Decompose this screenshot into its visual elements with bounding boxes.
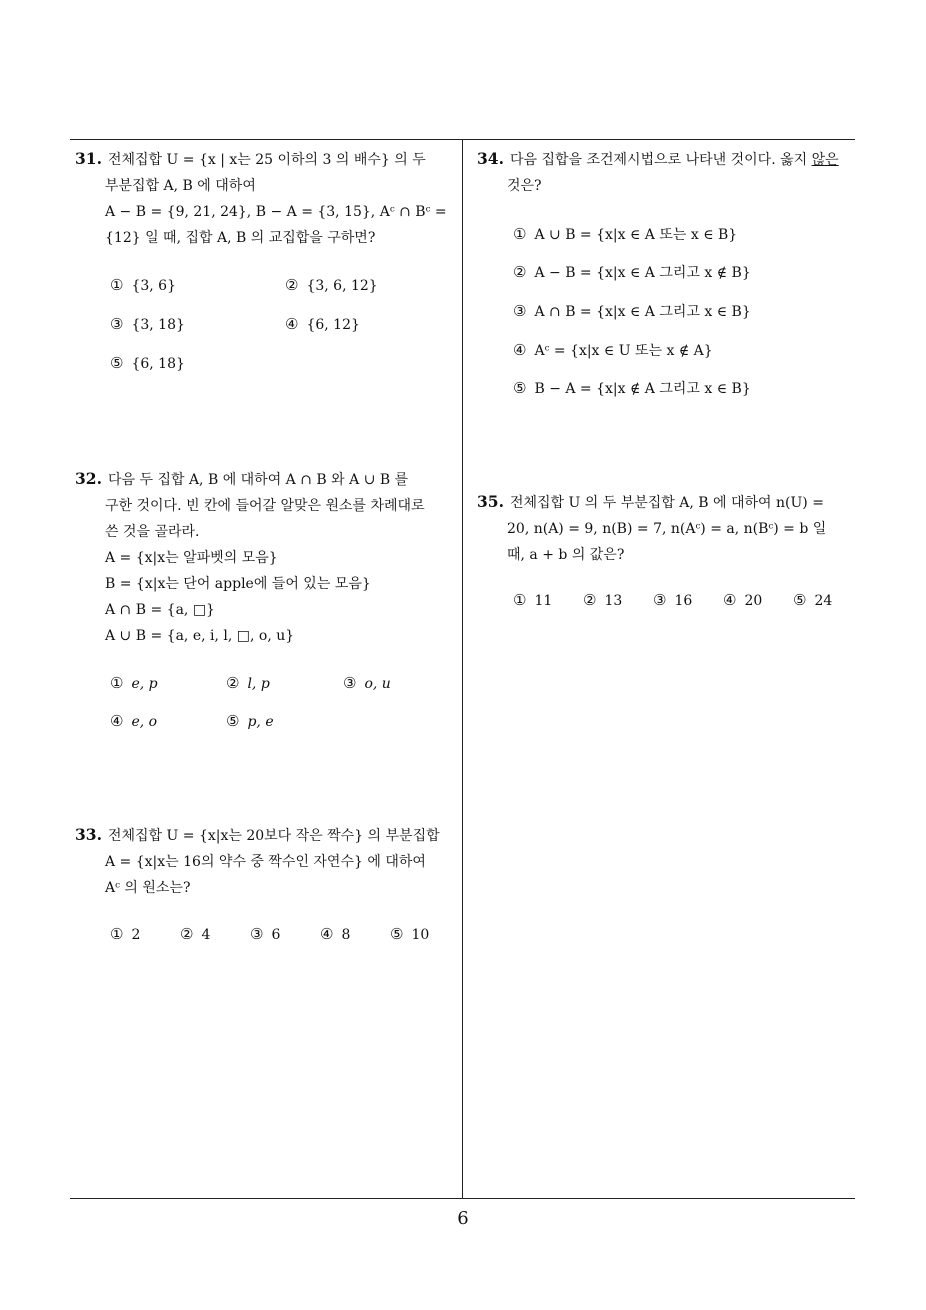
choice-text: 4 bbox=[201, 927, 211, 943]
question-text: A = {x|x는 알파벳의 모음} bbox=[105, 550, 278, 566]
question-number: 32. bbox=[75, 469, 102, 488]
choice-5[interactable] bbox=[390, 925, 429, 943]
choice-4[interactable] bbox=[723, 591, 762, 609]
bottom-rule bbox=[70, 1198, 855, 1199]
question-line bbox=[477, 489, 862, 516]
question-34 bbox=[477, 146, 862, 199]
page-number: 6 bbox=[457, 1208, 469, 1229]
set-definition bbox=[75, 571, 460, 597]
choice-marker: ② bbox=[583, 591, 597, 609]
choice-marker: ⑤ bbox=[110, 354, 124, 372]
choice-1[interactable] bbox=[513, 591, 552, 609]
answer-choices-34 bbox=[513, 224, 853, 404]
question-text: 구한 것이다. 빈 칸에 들어갈 알맞은 원소를 차례대로 bbox=[105, 498, 425, 514]
question-line bbox=[477, 516, 862, 542]
choice-text: e, o bbox=[131, 714, 158, 730]
choice-text: 6 bbox=[271, 927, 281, 943]
choice-marker: ⑤ bbox=[226, 712, 240, 730]
question-text: 때, a + b 의 값은? bbox=[507, 547, 625, 563]
choice-marker: ② bbox=[180, 925, 194, 943]
choice-5[interactable] bbox=[793, 591, 832, 609]
question-text: A ∩ B = {a, □} bbox=[105, 602, 215, 618]
choice-marker: ⑤ bbox=[793, 591, 807, 609]
question-line bbox=[75, 225, 460, 251]
question-line bbox=[477, 146, 862, 173]
question-text: 쓴 것을 골라라. bbox=[105, 524, 200, 540]
choice-text: 24 bbox=[814, 593, 833, 609]
answer-choices-33 bbox=[110, 925, 450, 955]
choice-marker: ④ bbox=[285, 315, 299, 333]
answer-choices-32 bbox=[110, 674, 450, 744]
question-text: 다음 두 집합 A, B 에 대하여 A ∩ B 와 A ∪ B 를 bbox=[107, 472, 409, 488]
choice-text: {3, 6, 12} bbox=[306, 278, 378, 294]
choice-2[interactable] bbox=[513, 262, 751, 282]
choice-3[interactable] bbox=[110, 315, 185, 333]
choice-marker: ① bbox=[110, 925, 124, 943]
choice-marker: ① bbox=[513, 591, 527, 609]
choice-5[interactable] bbox=[226, 712, 274, 730]
choice-1[interactable] bbox=[513, 224, 737, 244]
answer-choices-35 bbox=[513, 591, 853, 621]
question-line bbox=[75, 493, 460, 519]
question-text: 전체집합 U 의 두 부분집합 A, B 에 대하여 n(U) = bbox=[509, 495, 824, 511]
choice-text: e, p bbox=[131, 676, 158, 692]
question-text: 전체집합 U = {x | x는 25 이하의 3 의 배수} 의 두 bbox=[107, 152, 426, 168]
choice-4[interactable] bbox=[320, 925, 350, 943]
choice-marker: ③ bbox=[343, 674, 357, 692]
question-text: A − B = {9, 21, 24}, B − A = {3, 15}, Aᶜ ∩ Bᶜ = bbox=[105, 204, 447, 220]
choice-text: {3, 6} bbox=[131, 278, 176, 294]
question-number: 33. bbox=[75, 825, 102, 844]
question-32 bbox=[75, 466, 460, 649]
question-text: 전체집합 U = {x|x는 20보다 작은 짝수} 의 부분집합 bbox=[107, 828, 440, 844]
choice-marker: ① bbox=[110, 276, 124, 294]
choice-text: 2 bbox=[131, 927, 141, 943]
question-text: Aᶜ 의 원소는? bbox=[105, 880, 191, 896]
choice-1[interactable] bbox=[110, 925, 140, 943]
set-definition bbox=[75, 545, 460, 571]
choice-text: o, u bbox=[364, 676, 391, 692]
choice-3[interactable] bbox=[513, 301, 751, 321]
answer-choices-31 bbox=[110, 276, 450, 386]
choice-text: 8 bbox=[341, 927, 351, 943]
question-line bbox=[75, 146, 460, 173]
choice-marker: ③ bbox=[653, 591, 667, 609]
column-divider bbox=[462, 139, 463, 1199]
set-definition bbox=[75, 597, 460, 623]
choice-text: A − B = {x|x ∈ A 그리고 x ∉ B} bbox=[534, 265, 751, 281]
question-line bbox=[75, 822, 460, 849]
set-definition bbox=[75, 623, 460, 649]
choice-2[interactable] bbox=[583, 591, 622, 609]
question-number: 31. bbox=[75, 149, 102, 168]
choice-marker: ③ bbox=[250, 925, 264, 943]
choice-2[interactable] bbox=[226, 674, 270, 692]
question-number: 35. bbox=[477, 492, 504, 511]
choice-2[interactable] bbox=[285, 276, 378, 294]
emphasis-underline: 않은 bbox=[811, 152, 839, 168]
choice-marker: ④ bbox=[723, 591, 737, 609]
choice-text: {6, 18} bbox=[131, 356, 185, 372]
choice-1[interactable] bbox=[110, 276, 176, 294]
choice-text: A ∪ B = {x|x ∈ A 또는 x ∈ B} bbox=[534, 227, 738, 243]
question-line bbox=[75, 849, 460, 875]
choice-marker: ② bbox=[285, 276, 299, 294]
choice-5[interactable] bbox=[110, 354, 185, 372]
choice-marker: ⑤ bbox=[390, 925, 404, 943]
choice-marker: ③ bbox=[513, 302, 527, 320]
question-line bbox=[75, 199, 460, 225]
question-text: 20, n(A) = 9, n(B) = 7, n(Aᶜ) = a, n(Bᶜ) = b 일 bbox=[507, 521, 827, 537]
choice-marker: ① bbox=[513, 225, 527, 243]
choice-marker: ⑤ bbox=[513, 379, 527, 397]
question-text: 다음 집합을 조건제시법으로 나타낸 것이다. 옳지 bbox=[509, 152, 808, 168]
question-line bbox=[477, 542, 862, 568]
choice-text: Aᶜ = {x|x ∈ U 또는 x ∉ A} bbox=[534, 343, 713, 359]
choice-text: 16 bbox=[674, 593, 693, 609]
choice-text: 20 bbox=[744, 593, 763, 609]
question-35 bbox=[477, 489, 862, 568]
question-31 bbox=[75, 146, 460, 251]
choice-text: {6, 12} bbox=[306, 317, 360, 333]
choice-text: {3, 18} bbox=[131, 317, 185, 333]
question-line bbox=[477, 173, 862, 199]
choice-3[interactable] bbox=[343, 674, 391, 692]
choice-text: p, e bbox=[247, 714, 274, 730]
choice-3[interactable] bbox=[250, 925, 280, 943]
question-text: {12} 일 때, 집합 A, B 의 교집합을 구하면? bbox=[105, 230, 376, 246]
question-text: 것은? bbox=[507, 178, 542, 194]
question-number: 34. bbox=[477, 149, 504, 168]
question-text: B = {x|x는 단어 apple에 들어 있는 모음} bbox=[105, 576, 371, 592]
choice-text: 10 bbox=[411, 927, 430, 943]
choice-marker: ② bbox=[513, 263, 527, 281]
choice-1[interactable] bbox=[110, 674, 158, 692]
choice-text: B − A = {x|x ∉ A 그리고 x ∈ B} bbox=[534, 381, 751, 397]
question-line bbox=[75, 519, 460, 545]
question-line bbox=[75, 173, 460, 199]
choice-3[interactable] bbox=[653, 591, 692, 609]
choice-5[interactable] bbox=[513, 378, 751, 398]
choice-marker: ④ bbox=[110, 712, 124, 730]
choice-4[interactable] bbox=[513, 340, 713, 360]
choice-text: l, p bbox=[247, 676, 270, 692]
question-text: A = {x|x는 16의 약수 중 짝수인 자연수} 에 대하여 bbox=[105, 854, 426, 870]
choice-marker: ② bbox=[226, 674, 240, 692]
choice-marker: ③ bbox=[110, 315, 124, 333]
question-line bbox=[75, 875, 460, 901]
question-text: 부분집합 A, B 에 대하여 bbox=[105, 178, 256, 194]
choice-marker: ④ bbox=[320, 925, 334, 943]
choice-marker: ④ bbox=[513, 341, 527, 359]
choice-marker: ① bbox=[110, 674, 124, 692]
choice-2[interactable] bbox=[180, 925, 210, 943]
question-line bbox=[75, 466, 460, 493]
choice-text: A ∩ B = {x|x ∈ A 그리고 x ∈ B} bbox=[534, 304, 751, 320]
choice-text: 13 bbox=[604, 593, 623, 609]
choice-4[interactable] bbox=[110, 712, 157, 730]
choice-4[interactable] bbox=[285, 315, 360, 333]
question-33 bbox=[75, 822, 460, 901]
question-text: A ∪ B = {a, e, i, l, □, o, u} bbox=[105, 628, 295, 644]
choice-text: 11 bbox=[534, 593, 553, 609]
